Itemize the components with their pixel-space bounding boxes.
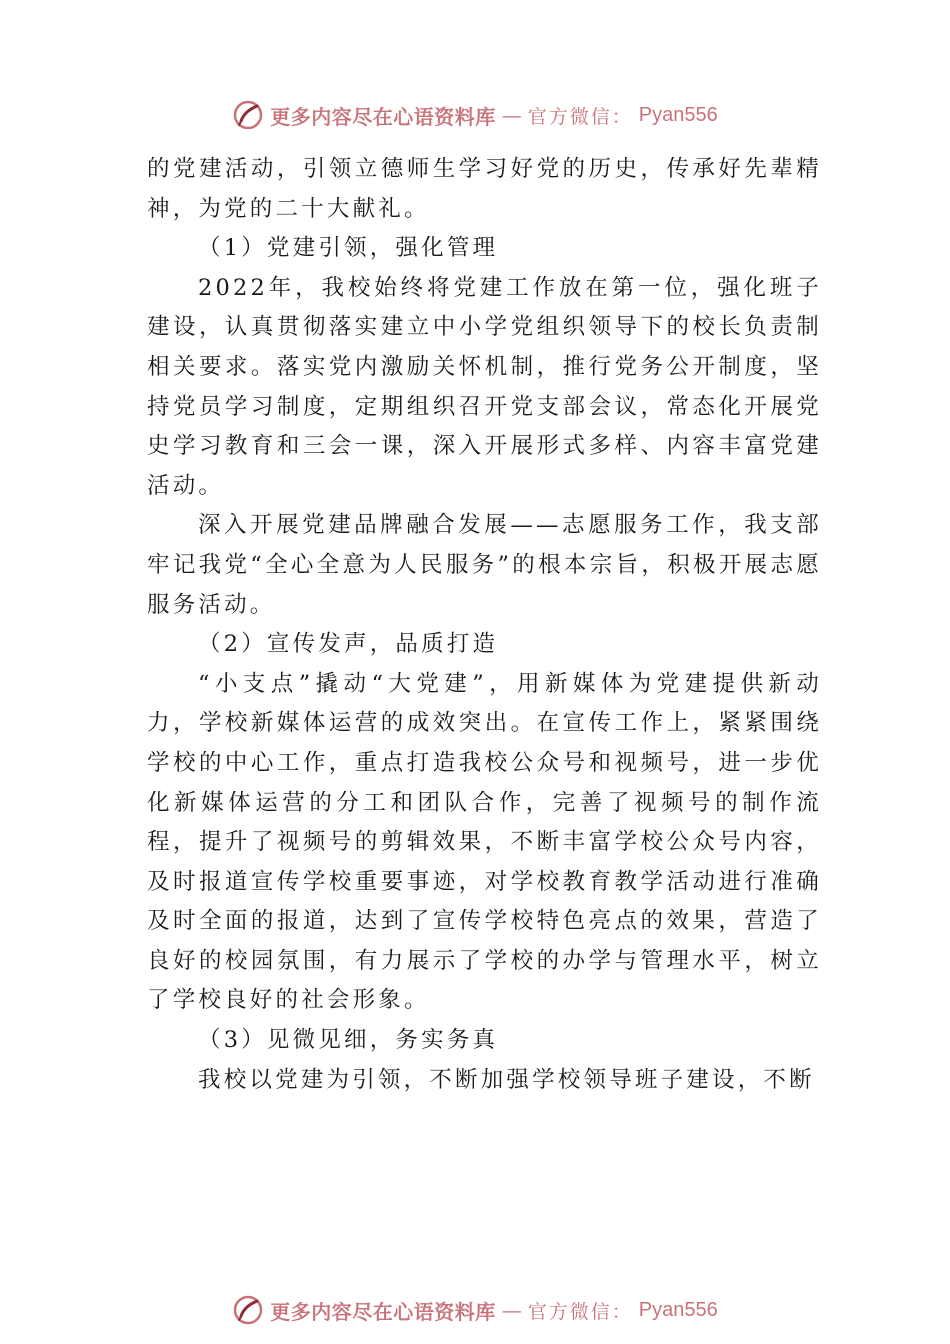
- banner-separator: —: [501, 103, 522, 127]
- brand-logo-icon: [232, 1294, 264, 1326]
- banner-wechat-id: Pyan556: [638, 1298, 718, 1321]
- paragraph-leadership: 我校以党建为引领，不断加强学校领导班子建设，不断: [198, 1066, 815, 1093]
- section-heading-1: （1）党建引领，强化管理: [198, 235, 499, 262]
- paragraph-volunteer-service: 深入开展党建品牌融合发展——志愿服务工作，我支部牢记我党“全心全意为人民服务”的根本宗旨，积极开展志愿服务活动。: [147, 512, 822, 618]
- paragraph-party-building: 2022年，我校始终将党建工作放在第一位，强化班子建设，认真贯彻落实建立中小学党组织领导下的校长负责制相关要求。落实党内激励关怀机制，推行党务公开制度，坚持党员学习制度，定期组织召开党支部会议，常态化开展党史学习教育和三会一课，深入开展形式多样、内容丰富党建活动。: [147, 274, 822, 499]
- section-heading-2: （2）宣传发声，品质打造: [198, 631, 499, 658]
- paragraph-new-media: “小支点”撬动“大党建”，用新媒体为党建提供新动力，学校新媒体运营的成效突出。在宣传工作上，紧紧围绕学校的中心工作，重点打造我校公众号和视频号，进一步优化新媒体运营的分工和团队合作，完善了视频号的制作流程，提升了视频号的剪辑效果，不断丰富学校公众号内容，及时报道宣传学校重要事迹，对学校教育教学活动进行准确及时全面的报道，达到了宣传学校特色亮点的效果，营造了良好的校园氛围，有力展示了学校的办学与管理水平，树立了学校良好的社会形象。: [147, 670, 822, 1014]
- footer-watermark-banner: [0, 1290, 950, 1330]
- brand-logo-icon: [232, 99, 264, 131]
- banner-promo-text: 更多内容尽在心语资料库: [270, 1299, 496, 1324]
- header-watermark-banner: [0, 95, 950, 135]
- banner-wechat-label: 官方微信：: [527, 1300, 633, 1323]
- paragraph-continuation: 的党建活动，引领立德师生学习好党的历史，传承好先辈精神，为党的二十大献礼。: [147, 156, 822, 222]
- banner-wechat-label: 官方微信：: [527, 105, 633, 128]
- section-heading-3: （3）见微见细，务实务真: [198, 1027, 499, 1054]
- banner-separator: —: [501, 1298, 522, 1322]
- banner-promo-text: 更多内容尽在心语资料库: [270, 104, 496, 129]
- document-body: [147, 150, 822, 1100]
- banner-wechat-id: Pyan556: [638, 103, 718, 126]
